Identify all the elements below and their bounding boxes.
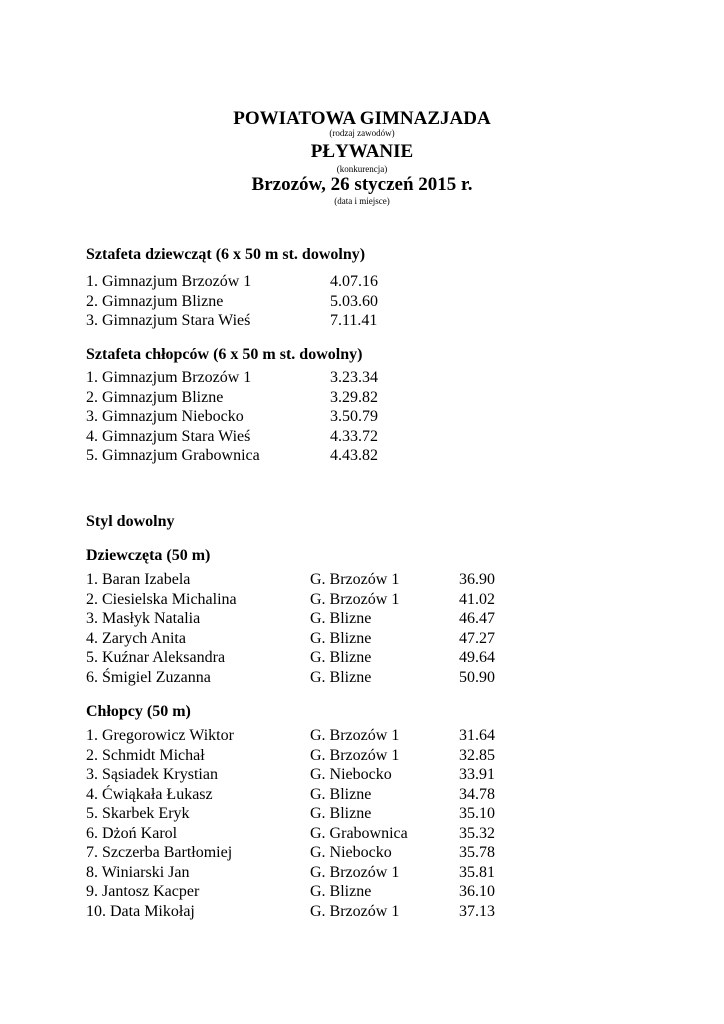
result-time: 47.27 — [459, 629, 495, 647]
place-date: Brzozów, 26 styczeń 2015 r. — [251, 174, 473, 195]
result-time: 3.29.82 — [330, 388, 378, 406]
result-time: 34.78 — [459, 785, 495, 803]
result-time: 37.13 — [459, 902, 495, 920]
discipline-note: (konkurencja) — [336, 164, 388, 174]
relay-girls-heading: Sztafeta dziewcząt (6 x 50 m st. dowolny) — [86, 246, 366, 263]
school-name: G. Blizne — [310, 785, 372, 803]
girls-heading: Dziewczęta (50 m) — [86, 547, 211, 564]
swimmer-name: 10. Data Mikołaj — [86, 902, 195, 920]
result-time: 33.91 — [459, 766, 495, 783]
result-time: 35.78 — [459, 844, 495, 861]
result-time: 35.10 — [459, 805, 495, 822]
school-name: G. Niebocko — [310, 766, 392, 783]
result-time: 46.47 — [459, 610, 495, 627]
style-heading: Styl dowolny — [86, 513, 175, 530]
school-name: G. Blizne — [310, 649, 372, 666]
swimmer-name: 6. Dżoń Karol — [86, 824, 178, 842]
result-time: 35.81 — [459, 863, 495, 881]
result-time: 50.90 — [459, 668, 495, 686]
result-time: 49.64 — [459, 649, 495, 666]
result-time: 32.85 — [459, 746, 495, 764]
school-name: G. Brzozów 1 — [310, 590, 400, 608]
result-time: 4.33.72 — [330, 427, 378, 445]
result-time: 7.11.41 — [330, 312, 378, 329]
school-name: G. Blizne — [310, 668, 372, 686]
swimmer-name: 6. Śmigiel Zuzanna — [86, 668, 211, 686]
swimmer-name: 7. Szczerba Bartłomiej — [86, 844, 233, 861]
team-name: 3. Gimnazjum Stara Wieś — [86, 312, 251, 329]
team-name: 1. Gimnazjum Brzozów 1 — [86, 273, 252, 290]
swimmer-name: 5. Skarbek Eryk — [86, 805, 190, 822]
discipline-title: PŁYWANIE — [310, 141, 414, 162]
swimmer-name: 3. Sąsiadek Krystian — [86, 766, 218, 783]
school-name: G. Brzozów 1 — [310, 863, 400, 881]
result-time: 36.90 — [459, 571, 495, 588]
team-name: 2. Gimnazjum Blizne — [86, 292, 224, 310]
result-time: 3.50.79 — [330, 408, 378, 425]
result-time: 31.64 — [459, 727, 495, 744]
swimmer-name: 1. Gregorowicz Wiktor — [86, 727, 234, 744]
relay-boys-heading: Sztafeta chłopców (6 x 50 m st. dowolny) — [86, 346, 363, 363]
team-name: 2. Gimnazjum Blizne — [86, 388, 224, 406]
swimmer-name: 5. Kuźnar Aleksandra — [86, 649, 226, 666]
school-name: G. Brzozów 1 — [310, 902, 400, 920]
team-name: 4. Gimnazjum Stara Wieś — [86, 427, 251, 445]
swimmer-name: 2. Schmidt Michał — [86, 746, 205, 764]
result-time: 4.43.82 — [330, 447, 378, 464]
school-name: G. Blizne — [310, 805, 372, 822]
school-name: G. Niebocko — [310, 844, 392, 861]
swimmer-name: 8. Winiarski Jan — [86, 863, 190, 881]
result-time: 41.02 — [459, 590, 495, 608]
swimmer-name: 1. Baran Izabela — [86, 571, 191, 588]
result-time: 36.10 — [459, 883, 495, 900]
swimmer-name: 2. Ciesielska Michalina — [86, 590, 237, 608]
result-time: 3.23.34 — [330, 369, 378, 386]
competition-note: (rodzaj zawodów) — [329, 128, 395, 138]
school-name: G. Brzozów 1 — [310, 746, 400, 764]
competition-title: POWIATOWA GIMNAZJADA — [233, 108, 491, 129]
result-time: 35.32 — [459, 824, 495, 842]
school-name: G. Brzozów 1 — [310, 571, 400, 588]
swimmer-name: 3. Masłyk Natalia — [86, 610, 201, 627]
team-name: 1. Gimnazjum Brzozów 1 — [86, 369, 252, 386]
place-date-note: (data i miejsce) — [334, 196, 390, 206]
school-name: G. Grabownica — [310, 824, 408, 842]
result-time: 5.03.60 — [330, 292, 378, 310]
swimmer-name: 9. Jantosz Kacper — [86, 883, 200, 900]
school-name: G. Blizne — [310, 629, 372, 647]
school-name: G. Brzozów 1 — [310, 727, 400, 744]
school-name: G. Blizne — [310, 883, 372, 900]
swimmer-name: 4. Zarych Anita — [86, 629, 186, 647]
result-time: 4.07.16 — [330, 273, 378, 290]
team-name: 3. Gimnazjum Niebocko — [86, 408, 244, 425]
swimmer-name: 4. Ćwiąkała Łukasz — [86, 785, 213, 803]
boys-heading: Chłopcy (50 m) — [86, 703, 191, 720]
team-name: 5. Gimnazjum Grabownica — [86, 447, 260, 464]
school-name: G. Blizne — [310, 610, 372, 627]
